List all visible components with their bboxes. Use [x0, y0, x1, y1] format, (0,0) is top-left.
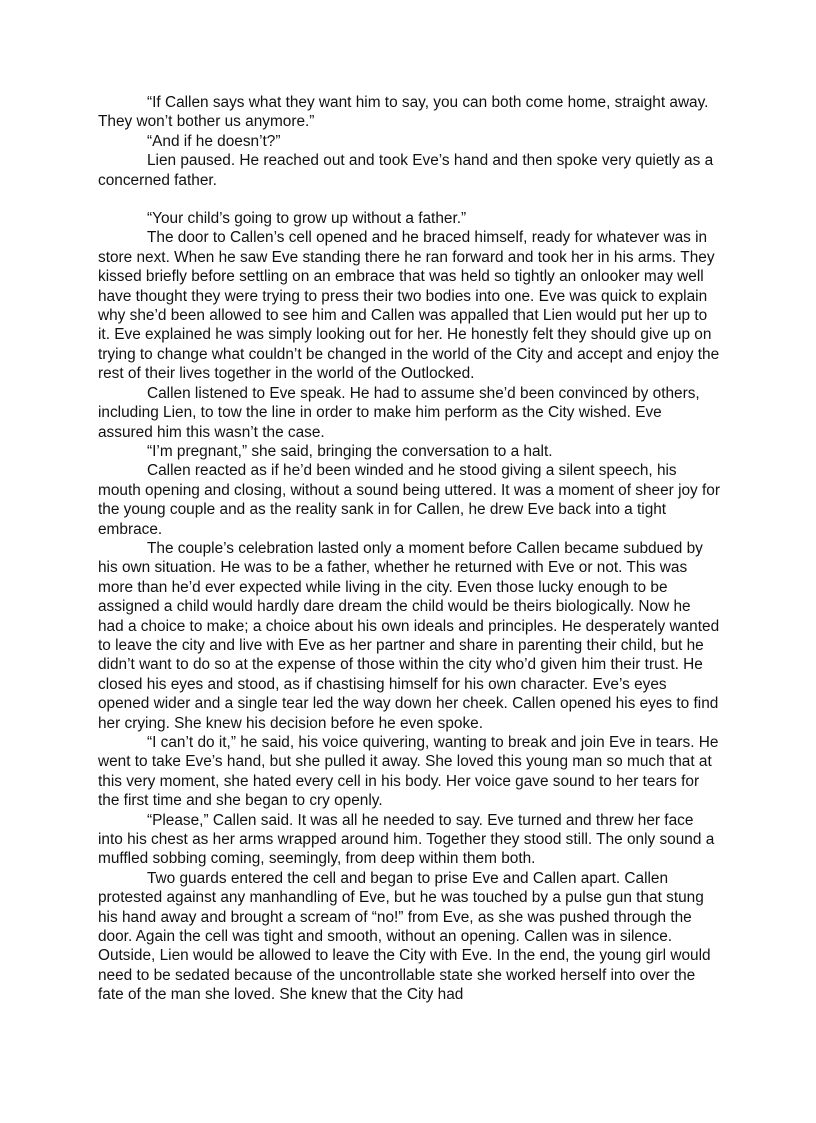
paragraph: “I can’t do it,” he said, his voice quivering, wanting to break and join Eve in tears. He went to take Eve’s hand, but she pulled it away. She loved this young man so much that at this very moment, she hated every cell in his body. Her voice gave sound to her tears for the first time and she began to cry openly.	[98, 734, 719, 810]
paragraph: “If Callen says what they want him to say, you can both come home, straight away. They won’t bother us anymore.”	[98, 94, 709, 131]
paragraph: “Please,” Callen said. It was all he needed to say. Eve turned and threw her face into his chest as her arms wrapped around him. Together they stood still. The only sound a muffled sobbing coming, seemingly, from deep within them both.	[98, 811, 715, 868]
paragraph: Callen listened to Eve speak. He had to assume she’d been convinced by others, including Lien, to tow the line in order to make him perform as the City wished. Eve assured him this wasn’t the case.	[98, 384, 700, 441]
paragraph: The door to Callen’s cell opened and he braced himself, ready for whatever was in store next. When he saw Eve standing there he ran forward and took her in his arms. They kissed briefly before settling on an embrace that was held so tightly an onlooker may well have thought they were trying to press their two bodies into one. Eve was quick to explain why she’d been allowed to see him and Callen was appalled that Lien would put her up to it. Eve explained he was simply looking out for her. He honestly felt they should give up on trying to change what couldn’t be changed in the world of the City and accept and enjoy the rest of their lives together in the world of the Outlocked.	[98, 229, 720, 383]
paragraph: “I’m pregnant,” she said, bringing the conversation to a halt.	[147, 442, 553, 460]
paragraph: Two guards entered the cell and began to prise Eve and Callen apart. Callen protested against any manhandling of Eve, but he was touched by a pulse gun that stung his hand away and brought a scream of “no!” from Eve, as she was pushed through the door. Again the cell was tight and smooth, without an opening. Callen was in silence. Outside, Lien would be allowed to leave the City with Eve. In the end, the young girl would need to be sedated because of the uncontrollable state she worked herself into over the fate of the man she loved. She knew that the City had	[98, 869, 711, 1004]
paragraph-spacer	[98, 190, 720, 209]
paragraph: Lien paused. He reached out and took Eve’s hand and then spoke very quietly as a concerned father.	[98, 152, 714, 189]
paragraph: Callen reacted as if he’d been winded and he stood giving a silent speech, his mouth opening and closing, without a sound being uttered. It was a moment of sheer joy for the young couple and as the reality sank in for Callen, he drew Eve back into a tight embrace.	[98, 462, 720, 538]
document-page	[98, 93, 720, 1005]
paragraph: “Your child’s going to grow up without a father.”	[147, 210, 467, 228]
paragraph: The couple’s celebration lasted only a moment before Callen became subdued by his own situation. He was to be a father, whether he returned with Eve or not. This was more than he’d ever expected while living in the city. Even those lucky enough to be assigned a child would hardly dare dream the child would be theirs biologically. Now he had a choice to make; a choice about his own ideals and principles. He desperately wanted to leave the city and live with Eve as her partner and share in parenting their child, but he didn’t want to do so at the expense of those within the city who’d given him their trust. He closed his eyes and stood, as if chastising himself for his own character. Eve’s eyes opened wider and a single tear led the way down her cheek. Callen opened his eyes to find her crying. She knew his decision before he even spoke.	[98, 539, 720, 732]
paragraph: “And if he doesn’t?”	[147, 132, 281, 150]
